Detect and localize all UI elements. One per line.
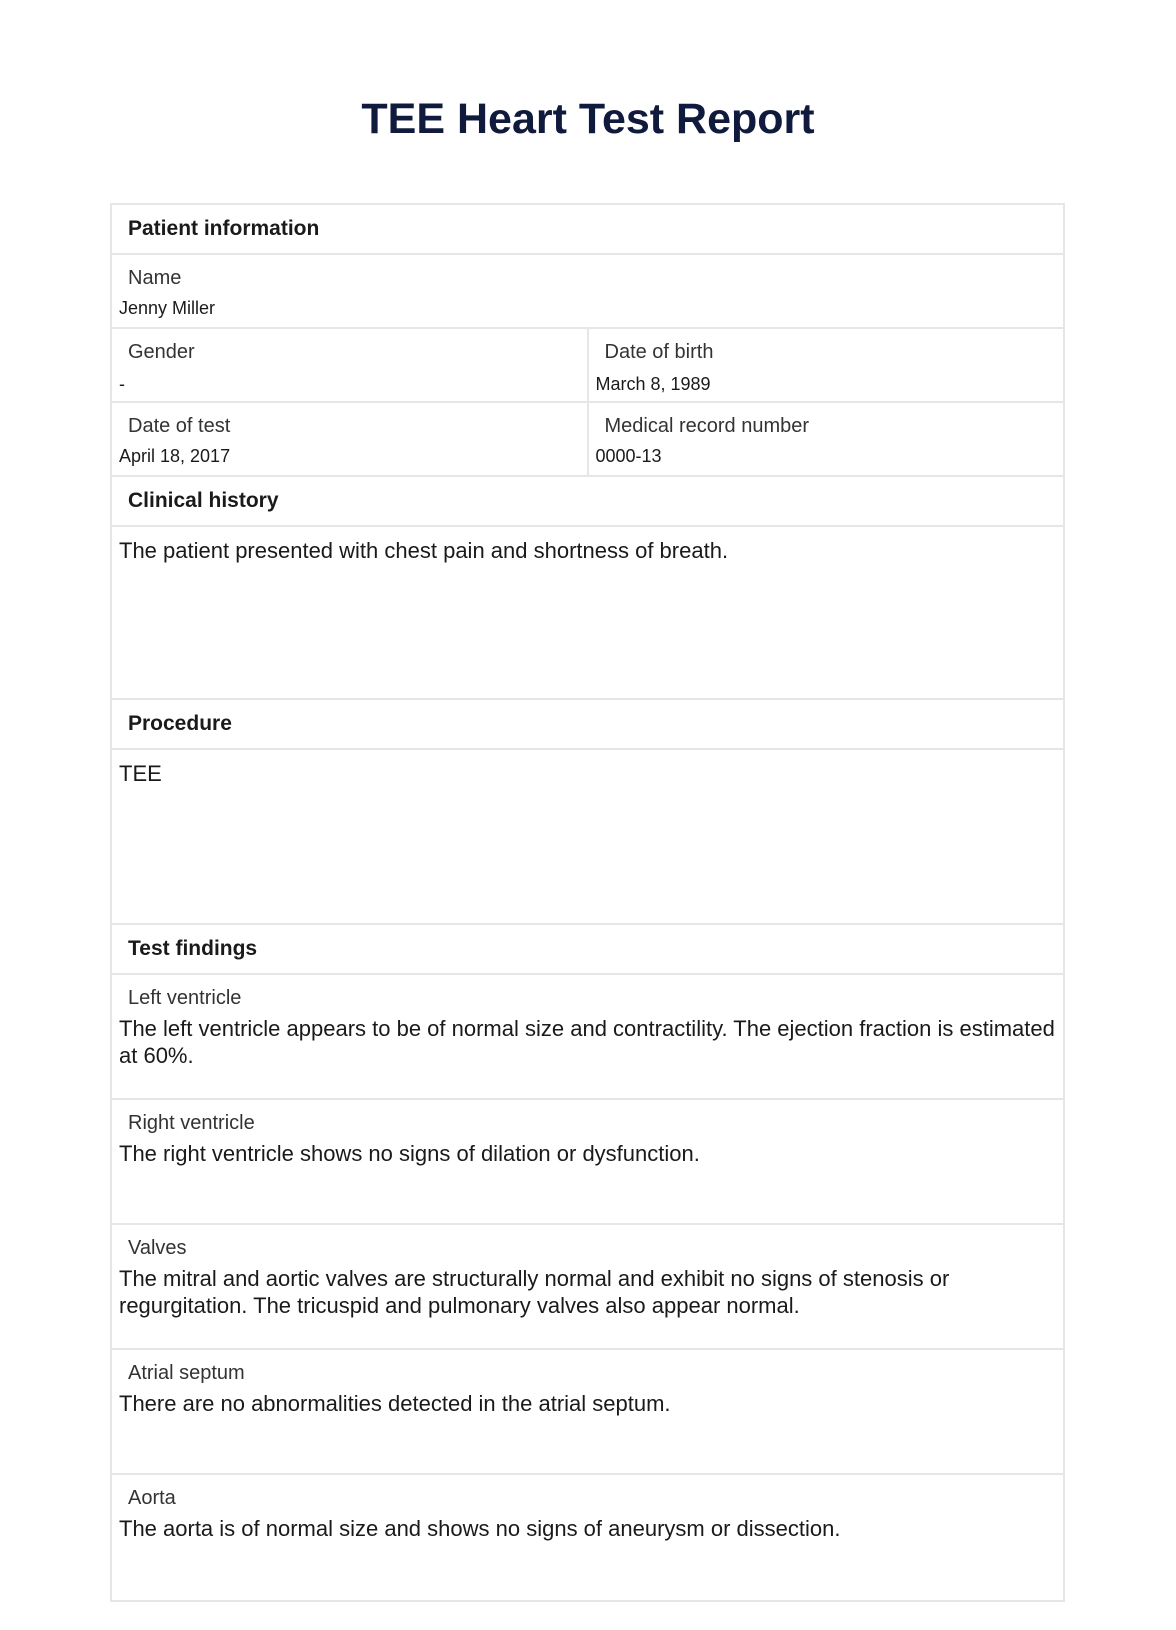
name-field bbox=[112, 255, 1063, 327]
gender-label: Gender bbox=[128, 341, 195, 363]
date-of-test-label: Date of test bbox=[128, 415, 231, 437]
date-of-birth-field bbox=[587, 329, 1064, 401]
medical-record-number-label: Medical record number bbox=[604, 415, 810, 437]
date-of-birth-label: Date of birth bbox=[604, 341, 714, 363]
name-label: Name bbox=[128, 267, 182, 289]
finding-aorta bbox=[112, 1475, 1063, 1600]
gender-dob-row bbox=[112, 329, 1063, 403]
finding-text: The aorta is of normal size and shows no signs of aneurysm or dissection. bbox=[119, 1516, 841, 1541]
finding-right-ventricle bbox=[112, 1100, 1063, 1225]
date-of-birth-value: March 8, 1989 bbox=[595, 374, 711, 394]
finding-left-ventricle bbox=[112, 975, 1063, 1100]
medical-record-number-value: 0000-13 bbox=[595, 446, 662, 466]
finding-label: Valves bbox=[128, 1237, 187, 1259]
finding-label: Right ventricle bbox=[128, 1112, 255, 1134]
finding-atrial-septum bbox=[112, 1350, 1063, 1475]
procedure-row bbox=[112, 750, 1063, 925]
finding-text: The left ventricle appears to be of normal size and contractility. The ejection fraction is estimated at 60%. bbox=[119, 1016, 1055, 1068]
gender-field bbox=[112, 329, 587, 401]
finding-label: Aorta bbox=[128, 1487, 176, 1509]
finding-text: There are no abnormalities detected in the atrial septum. bbox=[119, 1391, 671, 1416]
finding-text: The right ventricle shows no signs of dilation or dysfunction. bbox=[119, 1141, 700, 1166]
clinical-history-row bbox=[112, 527, 1063, 700]
patient-information-header: Patient information bbox=[112, 205, 1063, 255]
date-of-test-value: April 18, 2017 bbox=[119, 446, 231, 466]
finding-label: Left ventricle bbox=[128, 987, 242, 1009]
finding-valves bbox=[112, 1225, 1063, 1350]
clinical-history-header: Clinical history bbox=[112, 477, 1063, 527]
procedure-header: Procedure bbox=[112, 700, 1063, 750]
report-table bbox=[110, 203, 1065, 1602]
name-value: Jenny Miller bbox=[119, 298, 216, 318]
gender-value: - bbox=[119, 374, 125, 394]
procedure-text: TEE bbox=[119, 761, 162, 786]
finding-text: The mitral and aortic valves are structurally normal and exhibit no signs of stenosis or regurgitation. The tricuspid and pulmonary valves also appear normal. bbox=[119, 1266, 950, 1318]
date-of-test-field bbox=[112, 403, 587, 475]
name-row bbox=[112, 255, 1063, 329]
test-date-mrn-row bbox=[112, 403, 1063, 477]
test-findings-header: Test findings bbox=[112, 925, 1063, 975]
clinical-history-text: The patient presented with chest pain and shortness of breath. bbox=[119, 538, 729, 563]
page-title: TEE Heart Test Report bbox=[361, 95, 815, 143]
finding-label: Atrial septum bbox=[128, 1362, 245, 1384]
medical-record-number-field bbox=[587, 403, 1064, 475]
